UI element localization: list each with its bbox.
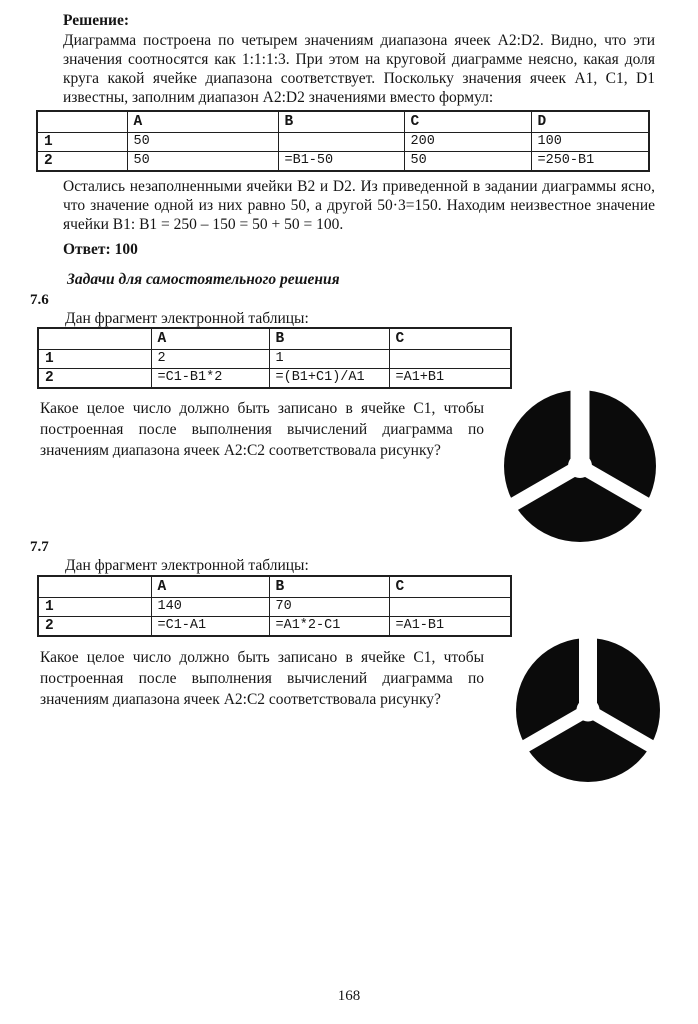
table-row [38,368,511,388]
problem-7-6-intro: Дан фрагмент электронной таблицы: [65,310,309,327]
header-cell-empty [37,111,127,132]
cell-c1: 200 [404,132,531,151]
cell-c1 [389,349,511,368]
cell-d2: =250-B1 [531,151,649,171]
cell-c2: =A1-B1 [389,616,511,636]
table-row [37,151,649,171]
row-label: 2 [37,151,127,171]
header-cell-c: C [389,576,511,597]
page-number: 168 [337,988,361,1004]
problem-7-7-spreadsheet-table [37,575,512,637]
cell-b1: 1 [269,349,389,368]
table-row [38,616,511,636]
solution-spreadsheet-table [36,110,650,172]
table-header-row [38,328,511,349]
cell-b1 [278,132,404,151]
table-row [37,132,649,151]
table-header-row [37,111,649,132]
cell-a1: 50 [127,132,278,151]
cell-b2: =B1-50 [278,151,404,171]
row-label: 1 [38,597,151,616]
header-cell-b: B [269,328,389,349]
cell-a1: 2 [151,349,269,368]
header-cell-a: A [151,576,269,597]
solution-heading: Решение: [63,12,130,29]
cell-a2: 50 [127,151,278,171]
header-cell-empty [38,328,151,349]
solution-paragraph-2: Остались незаполненными ячейки B2 и D2. Из приведенной в задании диаграммы ясно, что значение одной из них равно 50, а другой 50·3=150. Находим неизвестное значение ячейки B1: B1 = 250 – 150 = 50 + 50 = 100. [63,178,655,233]
problem-7-7-question: Какое целое число должно быть записано в ячейке C1, чтобы построенная после выполнения вычислений диаграмма по значениям диапазона ячеек A2:C2 соответствовала рисунку? [40,649,484,708]
answer-line: Ответ: 100 [63,241,138,258]
pie-chart-figure-7-7 [515,637,661,783]
pie-chart-icon [503,389,657,543]
header-cell-c: C [389,328,511,349]
cell-a1: 140 [151,597,269,616]
header-cell-a: A [151,328,269,349]
cell-b2: =A1*2-C1 [269,616,389,636]
problem-7-6-question: Какое целое число должно быть записано в ячейке C1, чтобы построенная после выполнения вычислений диаграмма по значениям диапазона ячеек A2:C2 соответствовала рисунку? [40,400,484,459]
problem-7-6-spreadsheet-table [37,327,512,389]
row-label: 2 [38,616,151,636]
section-heading: Задачи для самостоятельного решения [67,271,340,288]
problem-7-7-intro: Дан фрагмент электронной таблицы: [65,557,309,574]
problem-number-7-6: 7.6 [30,292,49,308]
row-label: 1 [37,132,127,151]
row-label: 2 [38,368,151,388]
header-cell-c: C [404,111,531,132]
cell-d1: 100 [531,132,649,151]
solution-paragraph-1: Диаграмма построена по четырем значениям диапазона ячеек A2:D2. Видно, что эти значения соотносятся как 1:1:1:3. При этом на круговой диаграмме неясно, какая доля круга какой ячейке диапазона соответствует. Поскольку значения ячеек A1, C1, D1 известны, заполним диапазон A2:D2 значениями вместо формул: [63,32,655,106]
table-row [38,597,511,616]
header-cell-b: B [278,111,404,132]
cell-c2: =A1+B1 [389,368,511,388]
table-header-row [38,576,511,597]
row-label: 1 [38,349,151,368]
cell-b1: 70 [269,597,389,616]
cell-a2: =C1-A1 [151,616,269,636]
cell-c2: 50 [404,151,531,171]
problem-number-7-7: 7.7 [30,539,49,555]
pie-chart-figure-7-6 [503,389,657,543]
header-cell-b: B [269,576,389,597]
pie-chart-icon [515,637,661,783]
header-cell-empty [38,576,151,597]
table-row [38,349,511,368]
cell-c1 [389,597,511,616]
cell-a2: =C1-B1*2 [151,368,269,388]
header-cell-d: D [531,111,649,132]
header-cell-a: A [127,111,278,132]
cell-b2: =(B1+C1)/A1 [269,368,389,388]
